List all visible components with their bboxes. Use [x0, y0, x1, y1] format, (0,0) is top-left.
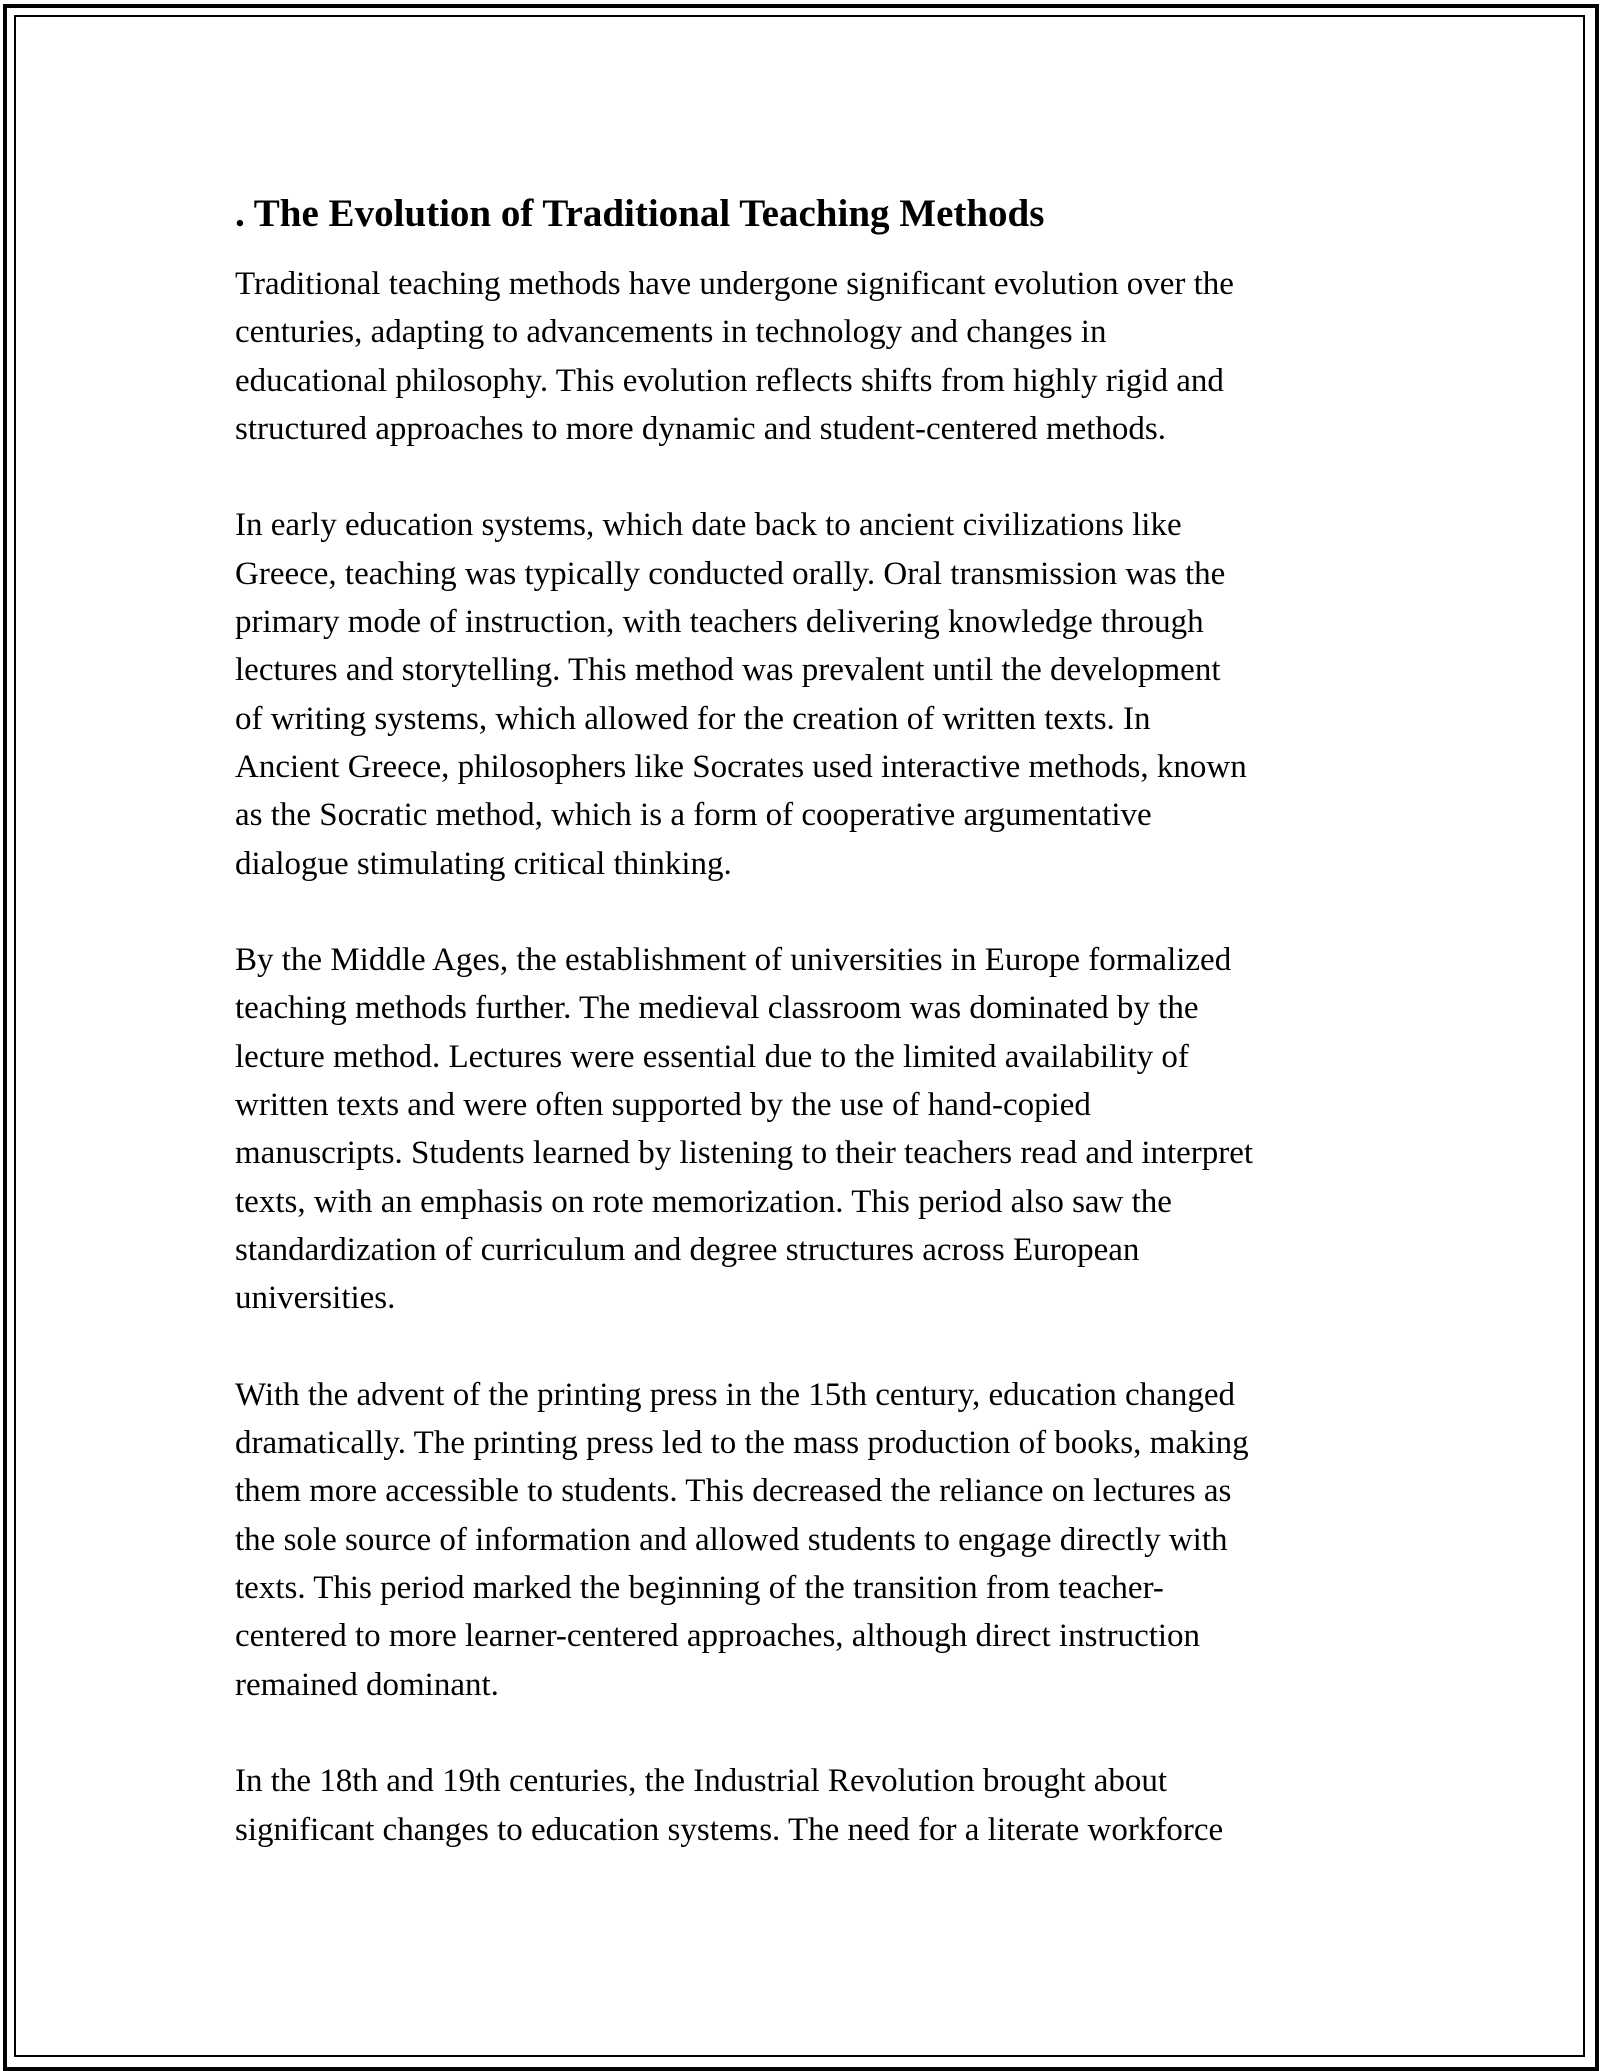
section-heading: . The Evolution of Traditional Teaching Methods [235, 192, 1045, 235]
paragraph-intro: Traditional teaching methods have undergone significant evolution over the centuries, adapting to advancements in technology and changes in educational philosophy. This evolution reflects shifts from highly rigid and structured approaches to more dynamic and student-centered methods. [235, 266, 1234, 447]
paragraph-middle-ages: By the Middle Ages, the establishment of universities in Europe formalized teaching methods further. The medieval classroom was dominated by the lecture method. Lectures were essential due to the limited availability of written texts and were often supported by the use of hand-copied manuscripts. Students learned by listening to their teachers read and interpret texts, with an emphasis on rote memorization. This period also saw the standardization of curriculum and degree structures across European universities. [235, 942, 1254, 1317]
paragraph-industrial-revolution: In the 18th and 19th centuries, the Industrial Revolution brought about significant changes to education systems. The need for a literate workforce [235, 1763, 1224, 1848]
document-body [235, 188, 1375, 1902]
paragraph-early-education: In early education systems, which date back to ancient civilizations like Greece, teaching was typically conducted orally. Oral transmission was the primary mode of instruction, with teachers delivering knowledge through lectures and storytelling. This method was prevalent until the development of writing systems, which allowed for the creation of written texts. In Ancient Greece, philosophers like Socrates used interactive methods, known as the Socratic method, which is a form of cooperative argumentative dialogue stimulating critical thinking. [235, 507, 1247, 882]
paragraph-printing-press: With the advent of the printing press in the 15th century, education changed dramatically. The printing press led to the mass production of books, making them more accessible to students. This decreased the reliance on lectures as the sole source of information and allowed students to engage directly with texts. This period marked the beginning of the transition from teacher- centered to more learner-centered approaches, although direct instruction remained dominant. [235, 1376, 1249, 1703]
